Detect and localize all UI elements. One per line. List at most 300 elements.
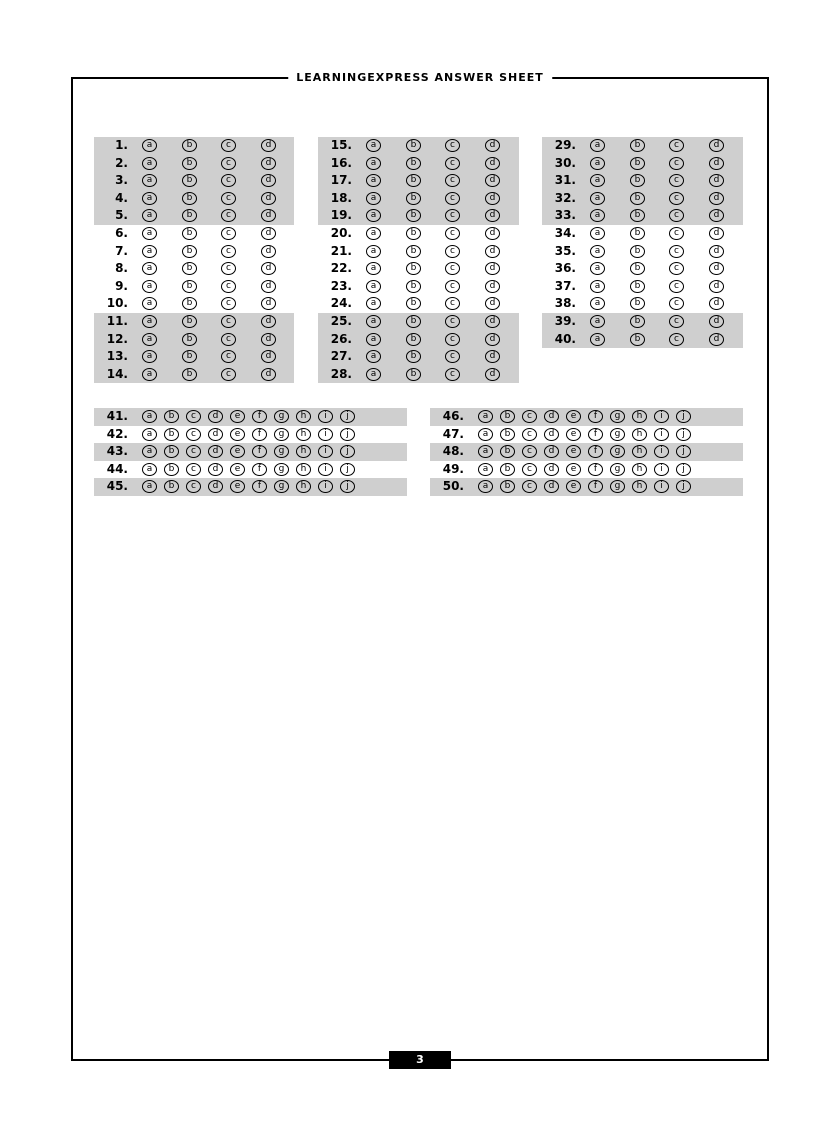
page-number: 3 bbox=[389, 1051, 451, 1069]
answer-bubble[interactable]: b bbox=[182, 315, 197, 328]
answer-bubble[interactable]: j bbox=[676, 463, 691, 476]
answer-row bbox=[430, 408, 743, 426]
answer-bubble[interactable]: h bbox=[632, 410, 647, 423]
answer-bubble[interactable]: a bbox=[478, 445, 493, 458]
answer-bubble[interactable]: a bbox=[142, 333, 157, 346]
answer-block-1-14 bbox=[94, 137, 294, 383]
answer-bubble[interactable]: f bbox=[252, 445, 267, 458]
answer-bubble[interactable]: e bbox=[230, 445, 245, 458]
answer-bubble[interactable]: d bbox=[261, 315, 276, 328]
answer-bubble[interactable]: b bbox=[182, 333, 197, 346]
answer-bubble[interactable]: a bbox=[366, 245, 381, 258]
answer-bubble[interactable]: j bbox=[340, 480, 355, 493]
answer-bubble[interactable]: j bbox=[340, 410, 355, 423]
answer-bubble[interactable]: c bbox=[445, 350, 460, 363]
answer-bubble[interactable]: d bbox=[485, 315, 500, 328]
answer-bubble[interactable]: e bbox=[230, 410, 245, 423]
answer-bubble[interactable]: b bbox=[182, 280, 197, 293]
answer-bubble[interactable]: d bbox=[208, 480, 223, 493]
answer-bubble[interactable]: i bbox=[654, 428, 669, 441]
answer-bubble[interactable]: d bbox=[485, 350, 500, 363]
answer-row bbox=[430, 426, 743, 444]
answer-bubble[interactable]: h bbox=[296, 445, 311, 458]
answer-bubble[interactable]: g bbox=[274, 410, 289, 423]
question-number: 36. bbox=[554, 261, 576, 276]
answer-bubble[interactable]: d bbox=[485, 262, 500, 275]
answer-bubble[interactable]: h bbox=[632, 445, 647, 458]
answer-bubble[interactable]: i bbox=[318, 428, 333, 441]
answer-bubble[interactable]: c bbox=[221, 368, 236, 381]
question-number: 5. bbox=[115, 208, 128, 223]
answer-bubble[interactable]: i bbox=[318, 445, 333, 458]
answer-bubble[interactable]: b bbox=[164, 445, 179, 458]
answer-bubble[interactable]: b bbox=[406, 262, 421, 275]
answer-row bbox=[94, 243, 294, 261]
answer-bubble[interactable]: c bbox=[669, 139, 684, 152]
answer-bubble[interactable]: c bbox=[669, 297, 684, 310]
answer-bubble[interactable]: a bbox=[366, 157, 381, 170]
answer-bubble[interactable]: b bbox=[630, 227, 645, 240]
answer-bubble[interactable]: e bbox=[566, 463, 581, 476]
answer-bubble[interactable]: j bbox=[676, 480, 691, 493]
answer-bubble[interactable]: e bbox=[566, 410, 581, 423]
answer-bubble[interactable]: b bbox=[406, 245, 421, 258]
answer-bubble[interactable]: b bbox=[406, 157, 421, 170]
answer-bubble[interactable]: a bbox=[478, 463, 493, 476]
answer-bubble[interactable]: d bbox=[261, 192, 276, 205]
answer-bubble[interactable]: e bbox=[566, 480, 581, 493]
answer-bubble[interactable]: c bbox=[186, 410, 201, 423]
answer-bubble[interactable]: d bbox=[544, 410, 559, 423]
answer-bubble[interactable]: b bbox=[164, 428, 179, 441]
answer-bubble[interactable]: d bbox=[709, 139, 724, 152]
question-number: 43. bbox=[106, 444, 128, 459]
answer-bubble[interactable]: e bbox=[230, 480, 245, 493]
answer-bubble[interactable]: d bbox=[261, 262, 276, 275]
question-number: 45. bbox=[106, 479, 128, 494]
answer-bubble[interactable]: c bbox=[445, 333, 460, 346]
answer-row bbox=[318, 243, 519, 261]
answer-bubble[interactable]: c bbox=[221, 262, 236, 275]
answer-bubble[interactable]: a bbox=[478, 480, 493, 493]
answer-bubble[interactable]: a bbox=[142, 174, 157, 187]
answer-bubble[interactable]: f bbox=[588, 410, 603, 423]
answer-bubble[interactable]: f bbox=[588, 463, 603, 476]
answer-bubble[interactable]: h bbox=[296, 480, 311, 493]
answer-bubble[interactable]: b bbox=[182, 139, 197, 152]
answer-bubble[interactable]: b bbox=[406, 333, 421, 346]
answer-bubble[interactable]: f bbox=[252, 410, 267, 423]
answer-bubble[interactable]: d bbox=[485, 157, 500, 170]
answer-bubble[interactable]: f bbox=[588, 480, 603, 493]
answer-row bbox=[94, 478, 407, 496]
answer-bubble[interactable]: a bbox=[366, 139, 381, 152]
answer-bubble[interactable]: d bbox=[709, 297, 724, 310]
answer-bubble[interactable]: b bbox=[182, 209, 197, 222]
answer-bubble[interactable]: c bbox=[669, 192, 684, 205]
question-number: 18. bbox=[330, 190, 352, 205]
answer-bubble[interactable]: a bbox=[142, 280, 157, 293]
answer-bubble[interactable]: a bbox=[590, 245, 605, 258]
question-number: 13. bbox=[106, 349, 128, 364]
answer-bubble[interactable]: c bbox=[445, 139, 460, 152]
answer-bubble[interactable]: b bbox=[500, 445, 515, 458]
answer-bubble[interactable]: h bbox=[632, 428, 647, 441]
answer-bubble[interactable]: b bbox=[406, 350, 421, 363]
answer-bubble[interactable]: d bbox=[709, 157, 724, 170]
answer-bubble[interactable]: c bbox=[186, 480, 201, 493]
answer-bubble[interactable]: b bbox=[630, 333, 645, 346]
answer-row bbox=[318, 260, 519, 278]
answer-bubble[interactable]: h bbox=[296, 428, 311, 441]
answer-bubble[interactable]: a bbox=[590, 297, 605, 310]
question-number: 9. bbox=[115, 278, 128, 293]
answer-bubble[interactable]: c bbox=[221, 209, 236, 222]
answer-bubble[interactable]: c bbox=[669, 315, 684, 328]
answer-bubble[interactable]: i bbox=[318, 463, 333, 476]
answer-bubble[interactable]: a bbox=[142, 157, 157, 170]
answer-bubble[interactable]: b bbox=[630, 209, 645, 222]
answer-bubble[interactable]: b bbox=[630, 297, 645, 310]
answer-bubble[interactable]: b bbox=[406, 209, 421, 222]
answer-bubble[interactable]: c bbox=[522, 463, 537, 476]
question-number: 24. bbox=[330, 296, 352, 311]
answer-bubble[interactable]: a bbox=[590, 280, 605, 293]
answer-bubble[interactable]: a bbox=[366, 333, 381, 346]
answer-bubble[interactable]: d bbox=[261, 245, 276, 258]
answer-bubble[interactable]: c bbox=[186, 463, 201, 476]
question-number: 11. bbox=[106, 313, 128, 328]
answer-bubble[interactable]: b bbox=[630, 262, 645, 275]
answer-bubble[interactable]: b bbox=[182, 297, 197, 310]
question-number: 26. bbox=[330, 331, 352, 346]
answer-bubble[interactable]: d bbox=[485, 333, 500, 346]
answer-row bbox=[318, 155, 519, 173]
answer-bubble[interactable]: c bbox=[221, 315, 236, 328]
answer-bubble[interactable]: d bbox=[709, 315, 724, 328]
answer-bubble[interactable]: d bbox=[709, 227, 724, 240]
answer-block-29-40 bbox=[542, 137, 743, 348]
answer-bubble[interactable]: f bbox=[252, 428, 267, 441]
answer-bubble[interactable]: c bbox=[669, 333, 684, 346]
answer-bubble[interactable]: a bbox=[590, 262, 605, 275]
answer-bubble[interactable]: g bbox=[610, 463, 625, 476]
answer-bubble[interactable]: c bbox=[445, 209, 460, 222]
answer-bubble[interactable]: d bbox=[261, 174, 276, 187]
answer-bubble[interactable]: d bbox=[544, 463, 559, 476]
answer-bubble[interactable]: f bbox=[588, 445, 603, 458]
answer-bubble[interactable]: c bbox=[445, 245, 460, 258]
answer-bubble[interactable]: d bbox=[485, 209, 500, 222]
answer-bubble[interactable]: i bbox=[318, 480, 333, 493]
answer-bubble[interactable]: a bbox=[478, 410, 493, 423]
answer-bubble[interactable]: a bbox=[142, 350, 157, 363]
answer-row bbox=[94, 172, 294, 190]
answer-bubble[interactable]: h bbox=[632, 463, 647, 476]
answer-row bbox=[94, 278, 294, 296]
answer-bubble[interactable]: i bbox=[654, 480, 669, 493]
answer-bubble[interactable]: c bbox=[669, 262, 684, 275]
answer-bubble[interactable]: b bbox=[182, 227, 197, 240]
answer-bubble[interactable]: h bbox=[296, 410, 311, 423]
answer-bubble[interactable]: d bbox=[544, 445, 559, 458]
answer-bubble[interactable]: c bbox=[445, 157, 460, 170]
question-number: 3. bbox=[115, 173, 128, 188]
answer-bubble[interactable]: c bbox=[221, 192, 236, 205]
answer-bubble[interactable]: b bbox=[630, 245, 645, 258]
answer-bubble[interactable]: f bbox=[588, 428, 603, 441]
answer-bubble[interactable]: b bbox=[406, 280, 421, 293]
answer-bubble[interactable]: b bbox=[630, 157, 645, 170]
answer-bubble[interactable]: d bbox=[485, 280, 500, 293]
answer-bubble[interactable]: b bbox=[182, 192, 197, 205]
answer-bubble[interactable]: g bbox=[274, 428, 289, 441]
answer-bubble[interactable]: d bbox=[485, 174, 500, 187]
answer-bubble[interactable]: a bbox=[590, 227, 605, 240]
answer-bubble[interactable]: e bbox=[566, 445, 581, 458]
answer-row bbox=[542, 260, 743, 278]
answer-sheet-title: LEARNINGEXPRESS ANSWER SHEET bbox=[288, 70, 552, 86]
answer-bubble[interactable]: a bbox=[366, 192, 381, 205]
answer-bubble[interactable]: j bbox=[676, 428, 691, 441]
answer-row bbox=[94, 313, 294, 331]
answer-bubble[interactable]: i bbox=[318, 410, 333, 423]
question-number: 38. bbox=[554, 296, 576, 311]
answer-bubble[interactable]: j bbox=[676, 445, 691, 458]
question-number: 6. bbox=[115, 225, 128, 240]
answer-bubble[interactable]: d bbox=[709, 245, 724, 258]
answer-row bbox=[318, 366, 519, 384]
answer-bubble[interactable]: c bbox=[445, 315, 460, 328]
answer-bubble[interactable]: b bbox=[406, 315, 421, 328]
answer-bubble[interactable]: b bbox=[182, 157, 197, 170]
answer-bubble[interactable]: b bbox=[406, 174, 421, 187]
answer-bubble[interactable]: a bbox=[142, 192, 157, 205]
answer-bubble[interactable]: d bbox=[709, 192, 724, 205]
answer-bubble[interactable]: a bbox=[478, 428, 493, 441]
answer-bubble[interactable]: b bbox=[630, 280, 645, 293]
answer-bubble[interactable]: d bbox=[485, 192, 500, 205]
answer-bubble[interactable]: c bbox=[669, 157, 684, 170]
answer-bubble[interactable]: a bbox=[142, 209, 157, 222]
answer-bubble[interactable]: b bbox=[164, 480, 179, 493]
answer-bubble[interactable]: c bbox=[669, 280, 684, 293]
answer-bubble[interactable]: g bbox=[274, 480, 289, 493]
answer-bubble[interactable]: d bbox=[208, 463, 223, 476]
answer-bubble[interactable]: e bbox=[230, 463, 245, 476]
answer-bubble[interactable]: c bbox=[186, 428, 201, 441]
answer-bubble[interactable]: d bbox=[485, 227, 500, 240]
answer-bubble[interactable]: a bbox=[366, 297, 381, 310]
answer-bubble[interactable]: b bbox=[164, 410, 179, 423]
question-number: 39. bbox=[554, 313, 576, 328]
answer-bubble[interactable]: d bbox=[709, 280, 724, 293]
answer-bubble[interactable]: d bbox=[261, 139, 276, 152]
answer-bubble[interactable]: a bbox=[142, 139, 157, 152]
answer-bubble[interactable]: b bbox=[406, 297, 421, 310]
answer-bubble[interactable]: g bbox=[274, 445, 289, 458]
question-number: 23. bbox=[330, 278, 352, 293]
answer-bubble[interactable]: d bbox=[261, 209, 276, 222]
answer-bubble[interactable]: d bbox=[485, 368, 500, 381]
answer-bubble[interactable]: c bbox=[445, 192, 460, 205]
answer-bubble[interactable]: d bbox=[261, 297, 276, 310]
answer-bubble[interactable]: a bbox=[142, 297, 157, 310]
answer-bubble[interactable]: b bbox=[500, 410, 515, 423]
answer-bubble[interactable]: d bbox=[709, 333, 724, 346]
answer-bubble[interactable]: c bbox=[186, 445, 201, 458]
answer-bubble[interactable]: b bbox=[182, 368, 197, 381]
answer-bubble[interactable]: f bbox=[252, 463, 267, 476]
answer-bubble[interactable]: c bbox=[221, 227, 236, 240]
answer-bubble[interactable]: b bbox=[630, 174, 645, 187]
answer-bubble[interactable]: a bbox=[142, 227, 157, 240]
answer-bubble[interactable]: a bbox=[366, 280, 381, 293]
answer-bubble[interactable]: a bbox=[590, 192, 605, 205]
answer-bubble[interactable]: a bbox=[590, 139, 605, 152]
answer-bubble[interactable]: a bbox=[590, 157, 605, 170]
answer-bubble[interactable]: b bbox=[406, 139, 421, 152]
answer-bubble[interactable]: e bbox=[230, 428, 245, 441]
answer-bubble[interactable]: c bbox=[445, 262, 460, 275]
answer-bubble[interactable]: c bbox=[221, 333, 236, 346]
answer-bubble[interactable]: h bbox=[632, 480, 647, 493]
answer-bubble[interactable]: a bbox=[142, 315, 157, 328]
answer-bubble[interactable]: b bbox=[406, 368, 421, 381]
answer-bubble[interactable]: a bbox=[142, 245, 157, 258]
answer-bubble[interactable]: a bbox=[142, 410, 157, 423]
answer-bubble[interactable]: g bbox=[610, 480, 625, 493]
answer-bubble[interactable]: b bbox=[182, 245, 197, 258]
answer-bubble[interactable]: d bbox=[261, 280, 276, 293]
answer-bubble[interactable]: a bbox=[366, 315, 381, 328]
answer-bubble[interactable]: a bbox=[142, 368, 157, 381]
answer-bubble[interactable]: c bbox=[221, 245, 236, 258]
answer-bubble[interactable]: d bbox=[709, 209, 724, 222]
answer-bubble[interactable]: c bbox=[221, 174, 236, 187]
answer-bubble[interactable]: b bbox=[182, 174, 197, 187]
answer-bubble[interactable]: a bbox=[142, 445, 157, 458]
answer-bubble[interactable]: b bbox=[630, 139, 645, 152]
answer-bubble[interactable]: b bbox=[630, 192, 645, 205]
answer-bubble[interactable]: j bbox=[340, 428, 355, 441]
answer-bubble[interactable]: c bbox=[445, 297, 460, 310]
answer-bubble[interactable]: j bbox=[676, 410, 691, 423]
answer-bubble[interactable]: g bbox=[610, 410, 625, 423]
answer-bubble[interactable]: c bbox=[669, 227, 684, 240]
answer-bubble[interactable]: c bbox=[669, 174, 684, 187]
answer-bubble[interactable]: d bbox=[544, 480, 559, 493]
answer-bubble[interactable]: f bbox=[252, 480, 267, 493]
answer-bubble[interactable]: c bbox=[522, 428, 537, 441]
answer-row bbox=[318, 313, 519, 331]
answer-bubble[interactable]: j bbox=[340, 463, 355, 476]
answer-bubble[interactable]: d bbox=[709, 262, 724, 275]
answer-bubble[interactable]: d bbox=[261, 333, 276, 346]
answer-bubble[interactable]: a bbox=[366, 350, 381, 363]
answer-bubble[interactable]: c bbox=[522, 445, 537, 458]
question-number: 20. bbox=[330, 225, 352, 240]
answer-bubble[interactable]: b bbox=[500, 480, 515, 493]
answer-bubble[interactable]: i bbox=[654, 463, 669, 476]
answer-bubble[interactable]: c bbox=[522, 410, 537, 423]
answer-bubble[interactable]: a bbox=[590, 315, 605, 328]
answer-bubble[interactable]: a bbox=[366, 262, 381, 275]
answer-bubble[interactable]: b bbox=[182, 350, 197, 363]
answer-bubble[interactable]: d bbox=[261, 350, 276, 363]
answer-bubble[interactable]: c bbox=[221, 157, 236, 170]
answer-row bbox=[542, 137, 743, 155]
question-number: 34. bbox=[554, 225, 576, 240]
answer-bubble[interactable]: a bbox=[366, 209, 381, 222]
answer-bubble[interactable]: b bbox=[630, 315, 645, 328]
answer-bubble[interactable]: c bbox=[445, 280, 460, 293]
answer-bubble[interactable]: d bbox=[485, 139, 500, 152]
answer-bubble[interactable]: c bbox=[445, 368, 460, 381]
answer-bubble[interactable]: g bbox=[274, 463, 289, 476]
answer-bubble[interactable]: g bbox=[610, 428, 625, 441]
question-number: 50. bbox=[442, 479, 464, 494]
answer-bubble[interactable]: d bbox=[208, 428, 223, 441]
answer-bubble[interactable]: a bbox=[142, 428, 157, 441]
answer-bubble[interactable]: b bbox=[406, 227, 421, 240]
answer-bubble[interactable]: d bbox=[208, 410, 223, 423]
answer-bubble[interactable]: e bbox=[566, 428, 581, 441]
answer-bubble[interactable]: d bbox=[261, 368, 276, 381]
answer-bubble[interactable]: b bbox=[500, 463, 515, 476]
answer-bubble[interactable]: b bbox=[500, 428, 515, 441]
answer-bubble[interactable]: d bbox=[261, 157, 276, 170]
answer-bubble[interactable]: c bbox=[221, 297, 236, 310]
answer-bubble[interactable]: d bbox=[261, 227, 276, 240]
answer-bubble[interactable]: a bbox=[366, 174, 381, 187]
question-number: 19. bbox=[330, 208, 352, 223]
answer-bubble[interactable]: a bbox=[142, 480, 157, 493]
answer-bubble[interactable]: c bbox=[522, 480, 537, 493]
answer-bubble[interactable]: b bbox=[406, 192, 421, 205]
answer-bubble[interactable]: c bbox=[669, 209, 684, 222]
answer-bubble[interactable]: a bbox=[366, 368, 381, 381]
answer-bubble[interactable]: h bbox=[296, 463, 311, 476]
answer-bubble[interactable]: d bbox=[709, 174, 724, 187]
answer-row bbox=[542, 278, 743, 296]
answer-bubble[interactable]: d bbox=[208, 445, 223, 458]
answer-bubble[interactable]: d bbox=[544, 428, 559, 441]
answer-bubble[interactable]: c bbox=[669, 245, 684, 258]
answer-bubble[interactable]: j bbox=[340, 445, 355, 458]
answer-bubble[interactable]: a bbox=[142, 262, 157, 275]
answer-bubble[interactable]: a bbox=[366, 227, 381, 240]
answer-bubble[interactable]: c bbox=[221, 280, 236, 293]
answer-bubble[interactable]: a bbox=[590, 209, 605, 222]
answer-bubble[interactable]: a bbox=[590, 333, 605, 346]
answer-bubble[interactable]: a bbox=[590, 174, 605, 187]
answer-bubble[interactable]: b bbox=[182, 262, 197, 275]
answer-row bbox=[542, 172, 743, 190]
answer-bubble[interactable]: i bbox=[654, 445, 669, 458]
answer-bubble[interactable]: c bbox=[221, 350, 236, 363]
answer-bubble[interactable]: c bbox=[445, 227, 460, 240]
answer-bubble[interactable]: d bbox=[485, 245, 500, 258]
answer-bubble[interactable]: g bbox=[610, 445, 625, 458]
answer-bubble[interactable]: c bbox=[221, 139, 236, 152]
answer-bubble[interactable]: c bbox=[445, 174, 460, 187]
answer-bubble[interactable]: d bbox=[485, 297, 500, 310]
answer-row bbox=[94, 155, 294, 173]
answer-bubble[interactable]: a bbox=[142, 463, 157, 476]
answer-bubble[interactable]: b bbox=[164, 463, 179, 476]
answer-bubble[interactable]: i bbox=[654, 410, 669, 423]
